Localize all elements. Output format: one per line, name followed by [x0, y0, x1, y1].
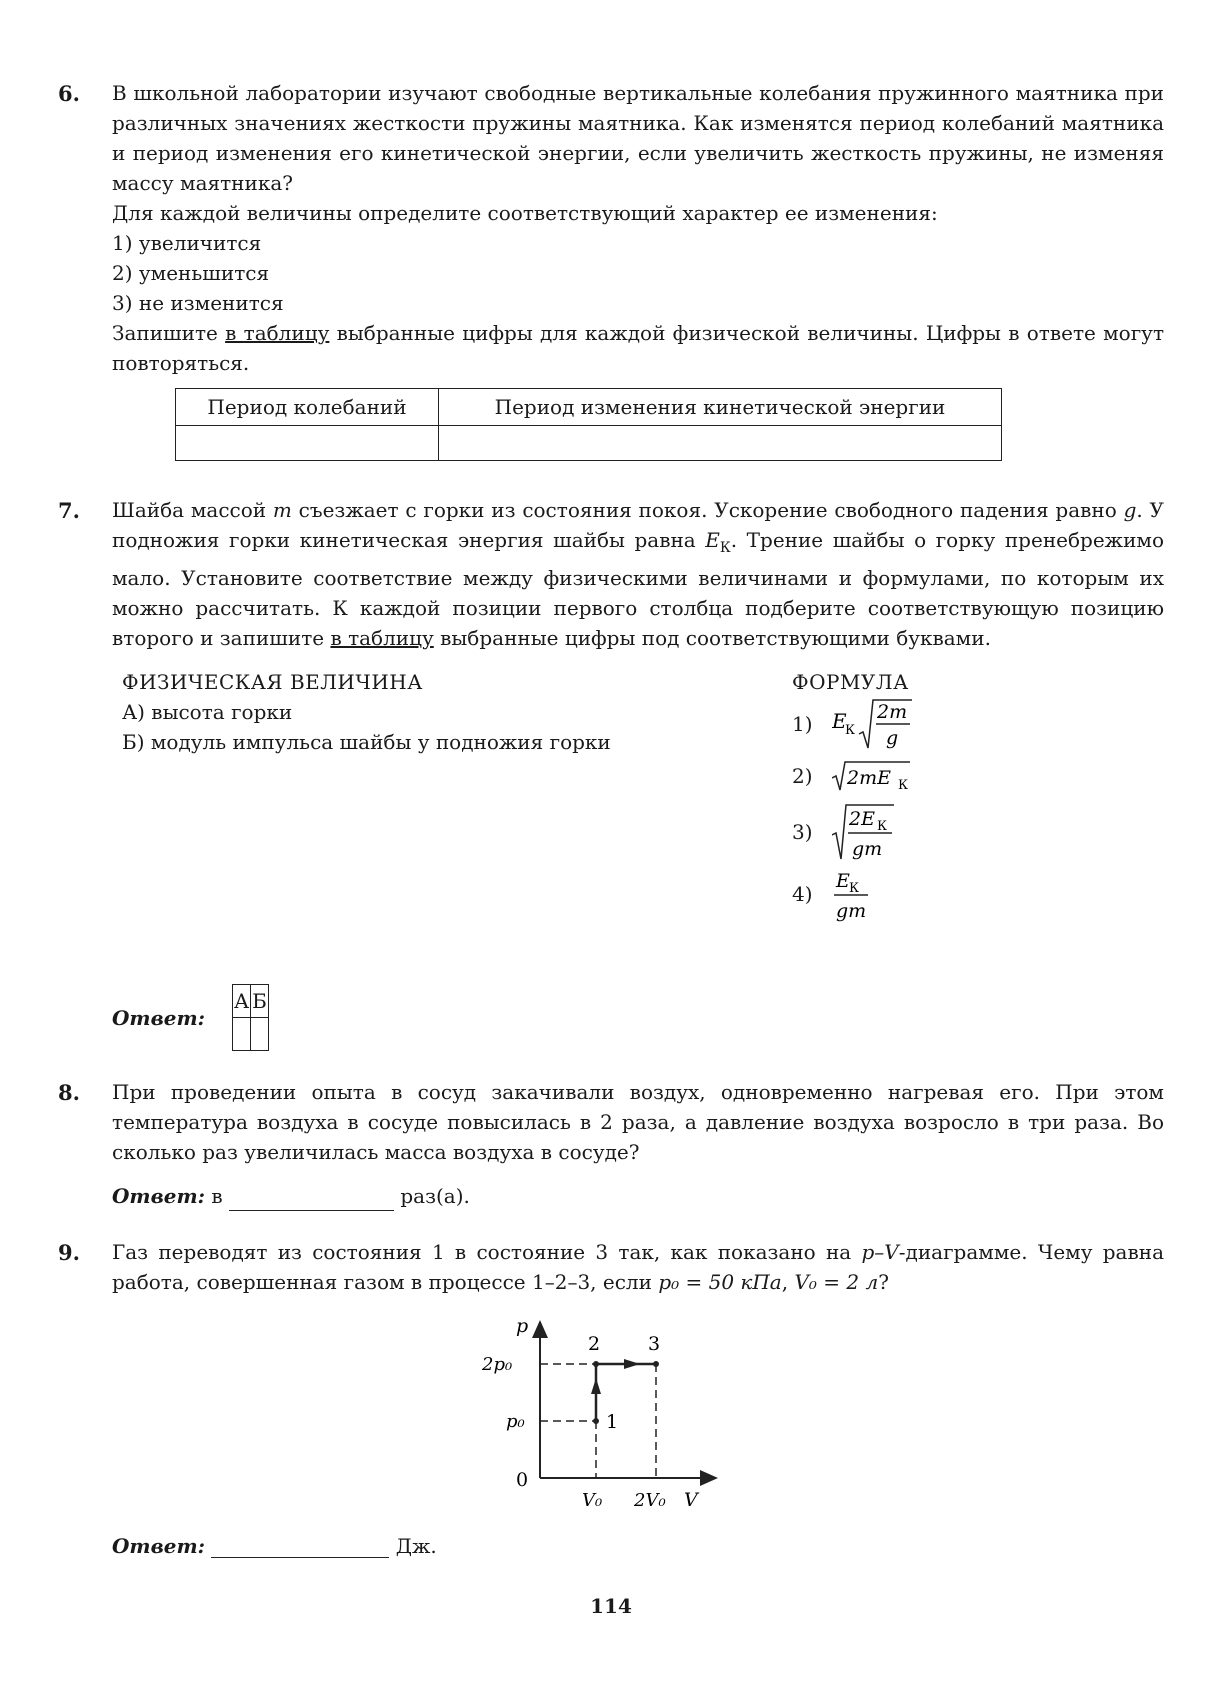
question-body [112, 1237, 1164, 1297]
v-axis-label: V [684, 1489, 698, 1511]
formulas-column [792, 667, 922, 925]
svg-text:gm: gm [852, 838, 883, 860]
answer-table [232, 984, 269, 1051]
answer-cell[interactable] [233, 1018, 251, 1051]
option-item: 3) не изменится [112, 291, 284, 315]
formula-number: 1) [792, 712, 813, 736]
svg-text:2m: 2m [877, 701, 908, 723]
answer-header: Б [251, 985, 269, 1018]
formula-1-expression [832, 696, 922, 752]
question-text: Газ переводят из состояния 1 в состояние 3 так, как показано на p–V-диаграмме. Чему равна работа, совершенная газом в процессе 1–2–3, если p₀ = 50 кПа, V₀ = 2 л? [112, 1240, 1164, 1294]
question-number: 7. [58, 498, 80, 523]
formula-4 [792, 863, 922, 925]
state-3-point [653, 1361, 659, 1367]
formula-2 [792, 751, 922, 801]
question-number: 6. [58, 81, 80, 106]
answer-blank[interactable] [229, 1188, 394, 1211]
svg-text:g: g [886, 727, 899, 749]
formula-number: 3) [792, 820, 813, 844]
options-list [112, 228, 1164, 318]
option-item: 1) увеличится [112, 231, 262, 255]
state-label-3: 3 [648, 1333, 661, 1355]
quantity-item: А) высота горки [122, 700, 293, 724]
svg-text:К: К [845, 723, 856, 738]
formula-number: 2) [792, 764, 813, 788]
label-V0: V₀ [582, 1490, 603, 1511]
question-body [112, 495, 1164, 937]
question-number: 9. [58, 1240, 80, 1265]
column-header: ФИЗИЧЕСКАЯ ВЕЛИЧИНА [122, 670, 423, 694]
table-link: в таблицу [225, 321, 330, 345]
question-8 [58, 1077, 1164, 1211]
p-axis-label: p [516, 1315, 529, 1337]
quantity-item: Б) модуль импульса шайбы у подножия горки [122, 730, 611, 754]
state-label-2: 2 [588, 1333, 601, 1355]
table-header: Период изменения кинетической энергии [439, 389, 1002, 426]
question-7 [58, 495, 1164, 937]
answer-label: Ответ: [112, 1184, 205, 1208]
question-text: При проведении опыта в сосуд закачивали воздух, одновременно нагревая его. При этом температура воздуха в сосуде повысилась в 2 раза, а давление воздуха возросло в три раза. Во сколько раз увеличилась масса воздуха в сосуде? [112, 1080, 1164, 1164]
answer-label: Ответ: [112, 1006, 205, 1030]
formula-1 [792, 697, 922, 751]
origin-label: 0 [516, 1469, 529, 1491]
pv-diagram [478, 1312, 738, 1522]
page-number: 114 [590, 1594, 632, 1618]
formula-3-expression [832, 801, 922, 863]
formula-number: 4) [792, 882, 813, 906]
state-label-1: 1 [606, 1411, 619, 1433]
question-instruction: Для каждой величины определите соответствующий характер ее изменения: [112, 201, 938, 225]
quantities-column [122, 667, 611, 757]
option-item: 2) уменьшится [112, 261, 270, 285]
answer-blank[interactable] [211, 1535, 389, 1558]
table-header: Период колебаний [176, 389, 439, 426]
question-number: 8. [58, 1080, 80, 1105]
formula-3 [792, 801, 922, 863]
question-text: В школьной лаборатории изучают свободные вертикальные колебания пружинного маятника при различных значениях жесткости пружины маятника. Как изменятся период колебаний маятника и период изменения его кинетической энергии, если увеличить жесткость пружины, не изменяя массу маятника? [112, 81, 1164, 195]
write-post: выбранные цифры для каждой физической величины. Цифры в ответе могут повторяться. [112, 321, 1165, 375]
svg-text:E: E [832, 709, 847, 733]
matching-columns [112, 667, 1164, 937]
formula-4-expression [832, 863, 922, 925]
svg-text:gm: gm [836, 900, 867, 922]
write-instruction [112, 318, 1164, 378]
state-2-point [593, 1361, 599, 1367]
formula-2-expression [832, 756, 922, 796]
state-1-point [593, 1418, 599, 1424]
svg-text:E: E [836, 870, 850, 892]
question-text: Шайба массой m съезжает с горки из состояния покоя. Ускорение свободного падения равно g. У подножия горки кинетическая энергия шайбы равна $E_К$. Трение шайбы о горку пренебрежимо мало. Установите соответствие между физическими величинами и формулами, по которым их можно рассчитать. К каждой позиции первого столбца подберите соответствующую позицию второго и запишите в таблицу выбранные цифры под соответствующими буквами. [112, 498, 1164, 650]
question-6 [58, 78, 1164, 461]
label-2V0: 2V₀ [634, 1490, 666, 1511]
answer-cell[interactable] [439, 426, 1002, 461]
answer-table [175, 388, 1002, 461]
column-header: ФОРМУЛА [792, 670, 909, 694]
q9-answer [112, 1534, 437, 1558]
answer-cell[interactable] [176, 426, 439, 461]
table-link: в таблицу [330, 626, 434, 650]
answer-header: А [233, 985, 251, 1018]
svg-text:К: К [898, 778, 909, 793]
answer-label: Ответ: [112, 1534, 205, 1558]
question-9 [58, 1237, 1164, 1297]
svg-text:К: К [849, 881, 860, 896]
svg-text:К: К [877, 819, 888, 834]
answer-line: Ответ: в раз(а). [112, 1181, 1164, 1211]
question-body [112, 78, 1164, 461]
question-body [112, 1077, 1164, 1211]
label-p0: p₀ [506, 1411, 525, 1432]
answer-cell[interactable] [251, 1018, 269, 1051]
label-2p0: 2p₀ [482, 1354, 513, 1375]
write-pre: Запишите [112, 321, 226, 345]
svg-text:2E: 2E [849, 808, 875, 830]
svg-text:2mE: 2mE [847, 767, 891, 789]
answer-unit: Дж. [389, 1534, 437, 1558]
